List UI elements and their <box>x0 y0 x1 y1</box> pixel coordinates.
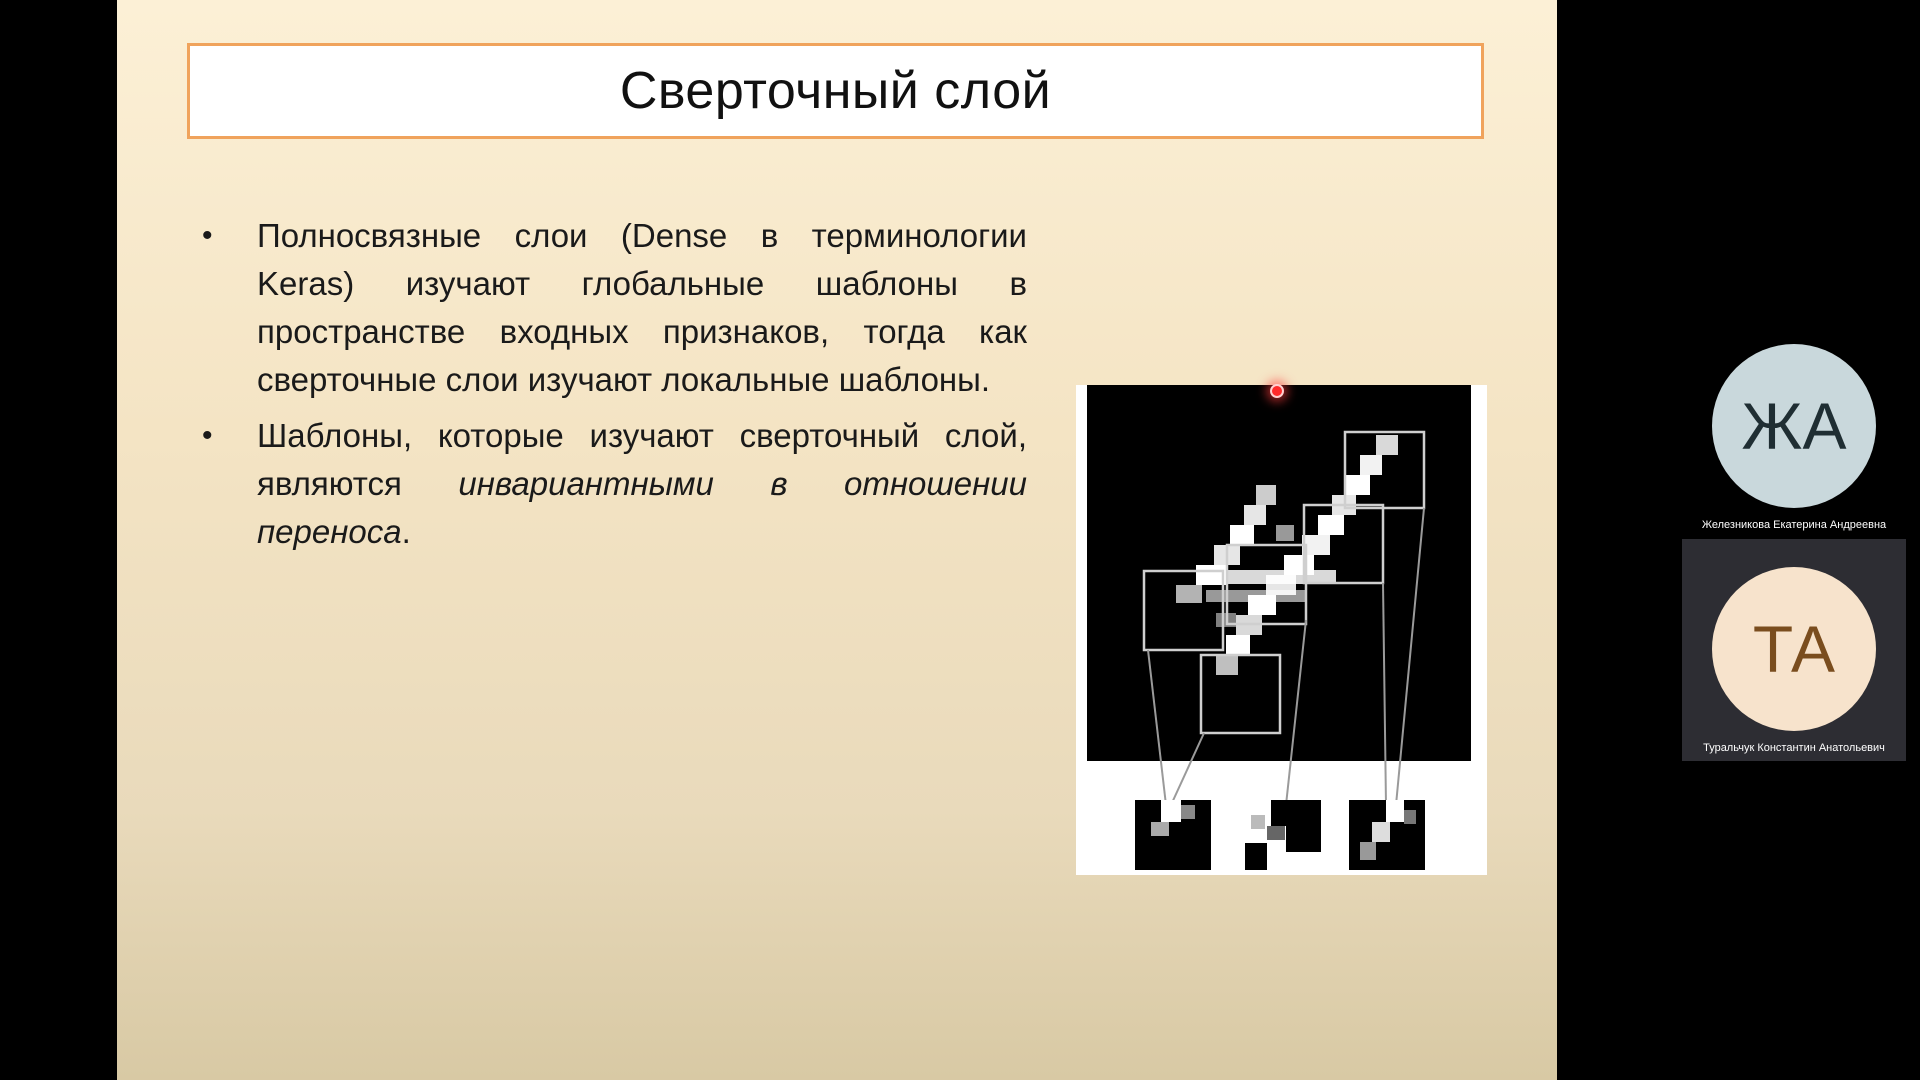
participant-name: Туральчук Константин Анатольевич <box>1703 742 1885 754</box>
extracted-patch-2 <box>1245 800 1321 870</box>
participant-tile[interactable] <box>1682 336 1906 536</box>
bullet-list <box>202 212 1027 564</box>
avatar <box>1712 567 1876 731</box>
digit-figure-svg <box>1076 385 1487 875</box>
bullet-item <box>202 412 1027 556</box>
slide-title: Сверточный слой <box>619 62 1052 120</box>
bullet-marker: • <box>202 219 213 252</box>
participant-tile[interactable] <box>1682 539 1906 761</box>
slide-title-box <box>187 43 1484 139</box>
extracted-patch-3 <box>1349 800 1425 870</box>
bullet-marker: • <box>202 419 213 452</box>
presentation-slide <box>117 0 1557 1080</box>
participant-name: Железникова Екатерина Андреевна <box>1701 519 1887 531</box>
bullet-text: Полносвязные слои (Dense в терминологии Keras) изучают глобальные шаблоны в пространстве входных признаков, тогда как сверточные слои изучают локальные шаблоны. <box>257 217 1027 398</box>
laser-pointer-icon <box>1270 384 1284 398</box>
bullet-item <box>202 212 1027 404</box>
bullet-text-italic: инвариантными в отношении переноса <box>257 465 1027 550</box>
bullet-text-end: . <box>401 513 411 550</box>
extracted-patch-1 <box>1135 800 1211 870</box>
avatar-initials: ТА <box>1752 612 1836 686</box>
convolution-patches-figure <box>1076 385 1487 875</box>
bullet-text: Шаблоны, которые изучают сверточный слой, являются <box>257 417 1027 502</box>
avatar-initials: ЖА <box>1741 389 1847 463</box>
avatar <box>1712 344 1876 508</box>
